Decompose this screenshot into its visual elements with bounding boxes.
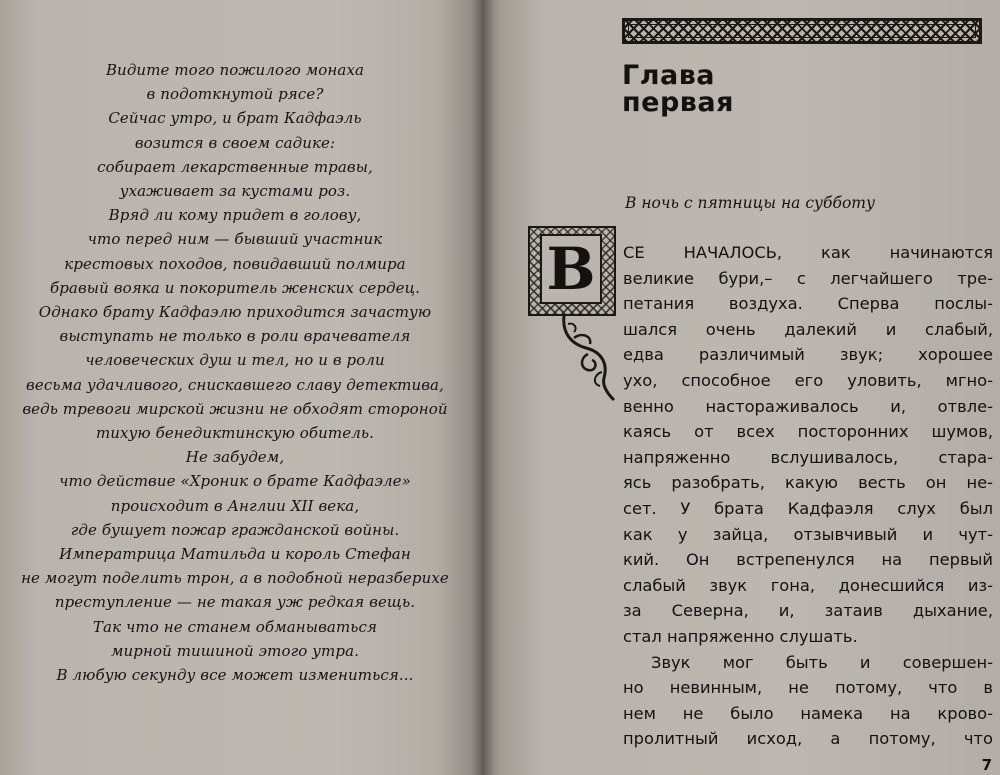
page-number: 7 (981, 756, 992, 774)
epigraph-line: тихую бенедиктинскую обитель. (95, 424, 375, 443)
epigraph-line: происходит в Англии XII века, (110, 496, 360, 515)
chapter-body-text (623, 240, 993, 752)
body-line: шался очень далекий и слабый, (623, 319, 993, 339)
chapter-title-line2: первая (622, 87, 734, 118)
body-line: за Северна, и, затаив дыхание, (623, 601, 993, 621)
epigraph-line: В любую секунду все может измениться... (56, 666, 414, 685)
epigraph (0, 58, 470, 687)
epigraph-line: бравый вояка и покоритель женских сердец. (49, 278, 421, 297)
body-line: ясь разобрать, какую весть он не- (623, 473, 993, 493)
epigraph-line: выступать не только в роли врачевателя (59, 327, 411, 346)
epigraph-line: весьма удачливого, снискавшего славу детектива, (26, 375, 444, 394)
body-line: ухо, способное его уловить, мгно- (623, 370, 993, 390)
chapter-title-line1: Глава (622, 60, 716, 91)
body-line: венно настораживалось и, отвле- (623, 396, 993, 416)
body-line: стал напряженно слушать. (623, 626, 858, 646)
epigraph-line: где бушует пожар гражданской войны. (70, 520, 400, 539)
chapter-ornament-band (622, 18, 982, 44)
body-line: слабый звук гона, донесшийся из- (623, 575, 993, 595)
epigraph-line: ухаживает за кустами роз. (119, 182, 351, 201)
body-line: сет. У брата Кадфаэля слух был (623, 498, 993, 518)
epigraph-line: Не забудем, (185, 448, 285, 467)
epigraph-line: собирает лекарственные травы, (97, 157, 373, 176)
epigraph-line: мирной тишиной этого утра. (110, 641, 359, 660)
epigraph-line: что действие «Хроник о брате Кадфаэле» (59, 472, 411, 491)
epigraph-line: человеческих душ и тел, но и в роли (85, 351, 385, 370)
epigraph-line: Видите того пожилого монаха (105, 61, 365, 79)
epigraph-line: не могут поделить трон, а в подобной неразберихе (21, 569, 449, 588)
book-gutter (470, 0, 494, 775)
left-page (0, 0, 482, 775)
epigraph-line: в подоткнутой рясе? (146, 85, 324, 104)
body-line: едва различимый звук; хорошее (623, 345, 993, 365)
epigraph-line: Однако брату Кадфаэлю приходится зачастую (38, 303, 432, 322)
body-line: СЕ НАЧАЛОСЬ, как начинаются (623, 243, 993, 262)
epigraph-line: Сейчас утро, и брат Кадфаэль (108, 109, 362, 128)
chapter-title (622, 62, 734, 116)
epigraph-line: Императрица Матильда и король Стефан (59, 545, 411, 564)
epigraph-line: Так что не станем обманываться (92, 617, 378, 636)
epigraph-line: Вряд ли кому придет в голову, (108, 206, 362, 225)
epigraph-line: преступление — не такая уж редкая вещь. (54, 593, 416, 612)
epigraph-line: ведь тревоги мирской жизни не обходят стороной (22, 399, 448, 418)
body-line: Звук мог быть и совершен- (651, 652, 993, 672)
body-line: нем не было намека на крово- (623, 703, 993, 723)
right-page (482, 0, 1000, 775)
body-line: петания воздуха. Сперва послы- (623, 294, 993, 314)
body-line: каясь от всех посторонних шумов, (623, 422, 993, 442)
chapter-subtitle: В ночь с пятницы на субботу (625, 194, 875, 212)
epigraph-line: что перед ним — бывший участник (87, 230, 383, 249)
body-line: напряженно вслушивалось, стара- (623, 447, 993, 467)
drop-cap-letter: В (540, 234, 602, 304)
body-line: но невинным, не потому, что в (623, 678, 993, 698)
body-line: кий. Он встрепенулся на первый (623, 550, 993, 570)
body-line: как у зайца, отзывчивый и чут- (623, 524, 993, 544)
drop-cap (528, 226, 618, 402)
body-line: великие бури,– с легчайшего тре- (623, 268, 993, 288)
epigraph-line: крестовых походов, повидавший полмира (64, 254, 406, 273)
drop-cap-flourish-icon (558, 314, 618, 402)
body-line: пролитный исход, а потому, что (623, 729, 993, 749)
epigraph-line: возится в своем садике: (134, 133, 336, 152)
